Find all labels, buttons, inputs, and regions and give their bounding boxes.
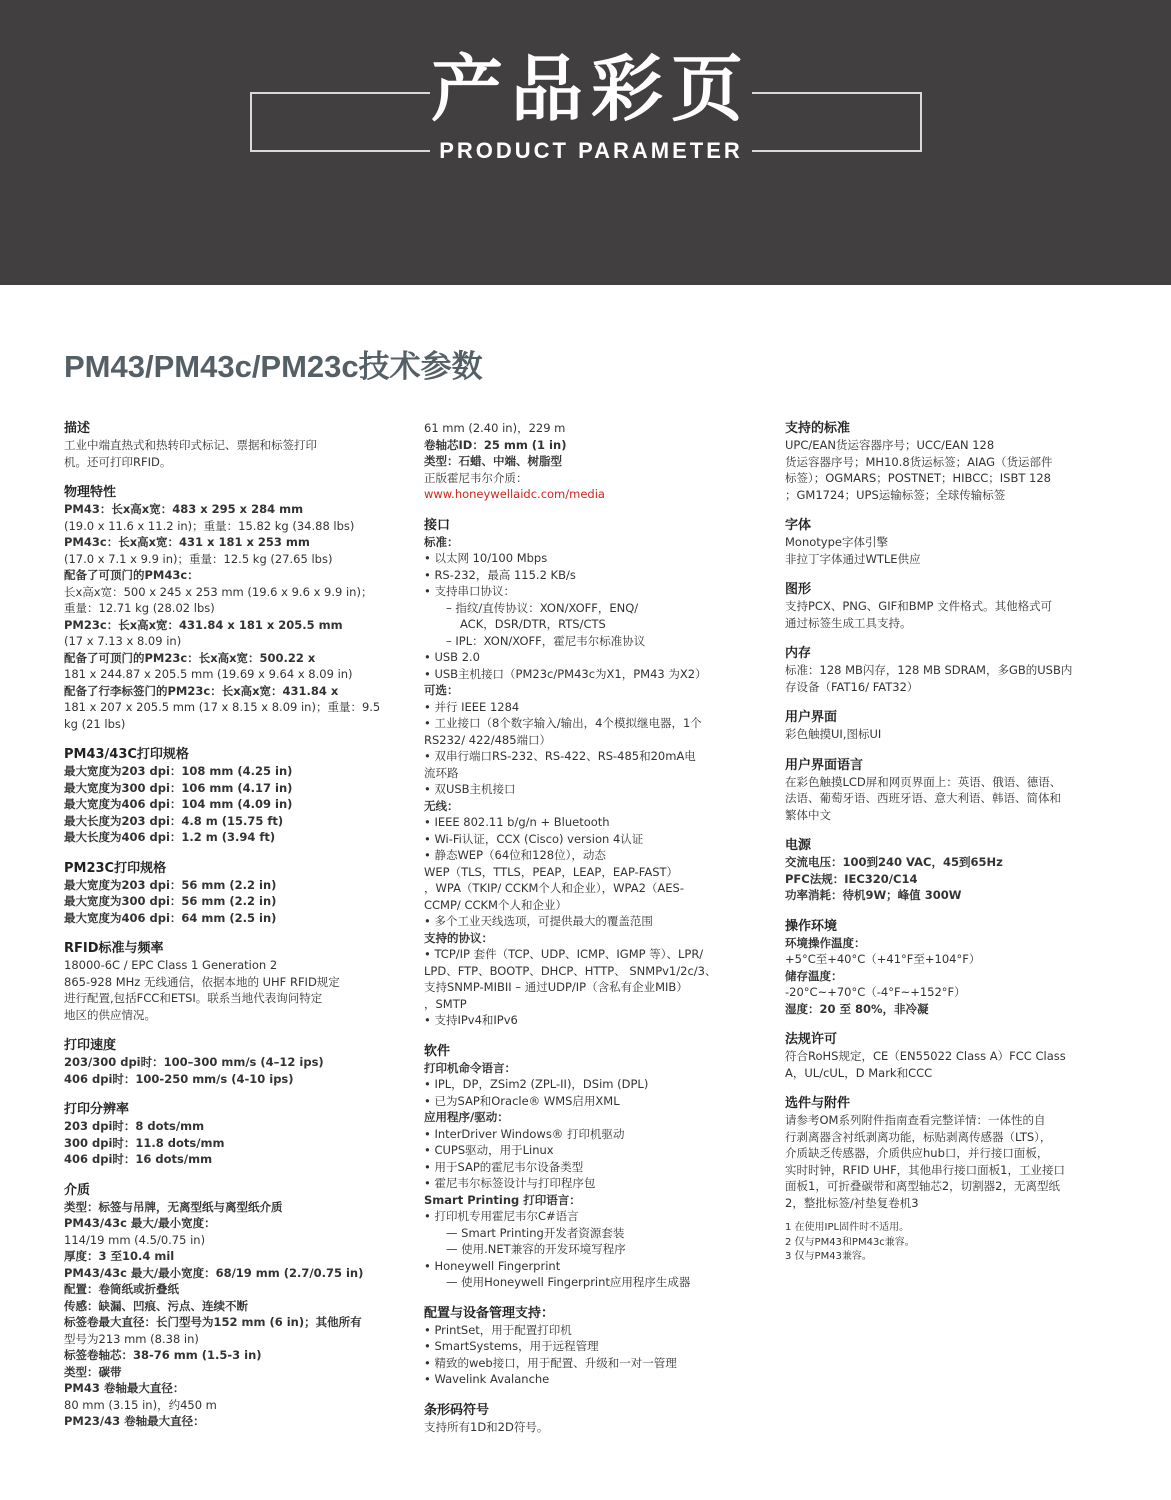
spec-line: 1 在使用IPL固件时不适用。 [785,1222,910,1233]
spec-line: 标签卷轴芯：38-76 mm (1.5-3 in) [64,1348,262,1362]
spec-line: ；GM1724；UPS运输标签；全球传输标签 [785,487,1006,502]
spec-line: 传感：缺漏、凹痕、污点、连续不断 [64,1298,248,1313]
spec-line: 支持SNMP-MIBII – 通过UDP/IP（含私有企业MIB） [424,980,688,994]
spec-line: 繁体中文 [785,807,831,822]
spec-line: 机。还可打印RFID。 [64,454,172,469]
spec-line: PM43/43c 最大/最小宽度：68/19 mm (2.7/0.75 in) [64,1265,364,1280]
spec-line: 行剥离器含衬纸剥离功能，标贴剥离传感器（LTS）， [785,1129,1052,1144]
spec-line: • RS-232，最高 115.2 KB/s [424,567,576,582]
spec-line: 2，整批标签/衬垫复卷机3 [785,1195,919,1210]
page-title: PM43/PM43c/PM23c技术参数 [64,349,483,384]
spec-line: PM43 卷轴最大直径： [64,1381,185,1395]
section-title: 接口 [424,517,451,533]
spec-line: • 双串行端口RS-232、RS-422、RS-485和20mA电 [424,749,696,763]
spec-line: • USB 2.0 [424,650,480,664]
spec-section [785,1095,1115,1211]
spec-line: — 使用Honeywell Fingerprint应用程序生成器 [446,1275,691,1289]
section-title: 软件 [424,1043,451,1059]
spec-section [785,1031,1115,1081]
spec-line: 打印机命令语言： [424,1060,516,1075]
spec-line: WEP（TLS，TTLS，PEAP，LEAP，EAP-FAST） [424,864,679,879]
spec-section [424,1043,754,1291]
spec-line: — Smart Printing开发者资源套装 [446,1225,625,1240]
spec-line: 最大宽度为203 dpi：108 mm (4.25 in) [64,764,293,778]
spec-line: – 指纹/直传协议：XON/XOFF，ENQ/ [446,600,639,615]
spec-line: 厚度：3 至10.4 mil [64,1249,175,1263]
spec-line: – IPL：XON/XOFF，霍尼韦尔标准协议 [446,633,646,648]
spec-line: 配置：卷筒纸或折叠纸 [64,1282,179,1296]
spec-line: • IEEE 802.11 b/g/n + Bluetooth [424,815,610,829]
spec-line: • Honeywell Fingerprint [424,1258,561,1273]
spec-line: PFC法规：IEC320/C14 [785,871,918,886]
spec-line: 203/300 dpi时：100–300 mm/s (4–12 ips) [64,1055,324,1069]
section-title: 图形 [785,582,812,597]
spec-section [785,757,1115,824]
spec-line: 80 mm (3.15 in)，约450 m [64,1397,217,1412]
spec-line: RS232/ 422/485端口） [424,732,552,747]
spec-line: 面板1，可折叠碳带和离型轴芯2，切割器2，无离型纸 [785,1179,1060,1193]
spec-line: 通过标签生成工具支持。 [785,615,912,630]
spec-line: • 静态WEP（64位和128位），动态 [424,848,606,862]
spec-line: 标准：128 MB闪存，128 MB SDRAM，多GB的USB内 [785,663,1073,677]
spec-line: • IPL，DP，ZSim2 (ZPL-II)，DSim (DPL) [424,1077,649,1091]
spec-line: Smart Printing 打印语言： [424,1192,581,1207]
spec-line: 法语、葡萄牙语、西班牙语、意大利语、韩语、简体和 [785,791,1061,805]
spec-line: PM43c：长x高x宽：431 x 181 x 253 mm [64,535,310,549]
spec-line: 无线： [424,798,459,813]
spec-line: • 支持串口协议： [424,584,515,598]
media-link[interactable]: www.honeywellaidc.com/media [424,487,605,501]
section-title: 介质 [64,1182,91,1198]
spec-line: • 用于SAP的霍尼韦尔设备类型 [424,1159,584,1174]
spec-line: 非拉丁字体通过WTLE供应 [785,551,921,566]
spec-line: 货运容器序号；MH10.8货运标签；AIAG（货运部件 [785,454,1053,469]
spec-line: 请参考OM系列附件指南查看完整详情：一体性的自 [785,1113,1046,1127]
section-title: 配置与设备管理支持： [424,1305,555,1321]
section-title: 打印分辨率 [64,1102,130,1117]
section-title: 用户界面语言 [785,757,864,773]
banner-title: 产品彩页 [430,47,751,131]
spec-section [785,420,1115,503]
spec-line: 203 dpi时：8 dots/mm [64,1119,205,1133]
spec-line: • SmartSystems，用于远程管理 [424,1339,599,1353]
spec-line: PM43：长x高x宽：483 x 295 x 284 mm [64,502,304,516]
spec-line: A，UL/cUL，D Mark和CCC [785,1065,933,1080]
spec-line: Monotype字体引擎 [785,535,888,549]
spec-line: 2 仅与PM43和PM43c兼容。 [785,1236,915,1248]
spec-line: 406 dpi时：16 dots/mm [64,1152,213,1166]
spec-section [785,918,1115,1018]
spec-line: CCMP/ CCKM个人和企业） [424,897,567,912]
spec-line: 地区的供应情况。 [64,1007,156,1022]
spec-line: 环境操作温度： [785,935,866,950]
spec-section [785,837,1115,904]
spec-line: 配备了可顶门的PM43c： [64,568,199,582]
spec-line: 支持PCX、PNG、GIF和BMP 文件格式。其他格式可 [785,599,1053,613]
spec-line: 18000-6C / EPC Class 1 Generation 2 [64,958,278,972]
spec-line: • 已为SAP和Oracle® WMS启用XML [424,1093,620,1108]
spec-line: • 并行 IEEE 1284 [424,699,520,714]
spec-line: 标签）；OGMARS；POSTNET；HIBCC；ISBT 128 [785,471,1051,485]
spec-section [64,1037,399,1087]
spec-section [64,1101,399,1168]
spec-section [64,1182,399,1430]
spec-line: 长x高x宽：500 x 245 x 253 mm (19.6 x 9.6 x 9.9 in)； [64,584,373,599]
header-banner [0,0,1171,285]
spec-line: • Wi-Fi认证，CCX (Cisco) version 4认证 [424,831,644,846]
spec-line: ，SMTP [424,996,467,1011]
spec-line: ，WPA（TKIP/ CCKM个人和企业），WPA2（AES- [424,881,684,895]
spec-line: (17.0 x 7.1 x 9.9 in)；重量：12.5 kg (27.65 lbs) [64,551,333,566]
spec-line: 最大长度为406 dpi：1.2 m (3.94 ft) [64,830,276,844]
spec-line: 符合RoHS规定，CE（EN55022 Class A）FCC Class [785,1049,1066,1063]
spec-line: 61 mm (2.40 in)，229 m [424,421,566,435]
spec-section [64,420,399,470]
spec-column-1 [64,420,399,1444]
spec-line: 最大宽度为406 dpi：104 mm (4.09 in) [64,797,293,811]
spec-line: 配备了行李标签门的PM23c：长x高x宽：431.84 x [64,683,339,698]
spec-line: 交流电压：100到240 VAC，45到65Hz [785,855,1003,869]
title-bracket-left [250,92,430,152]
spec-line: 类型：标签与吊牌，无离型纸与离型纸介质 [64,1199,283,1214]
section-title: 内存 [785,646,812,661]
spec-line: • USB主机接口（PM23c/PM43c为X1，PM43 为X2） [424,666,707,681]
spec-section [424,420,754,503]
section-title: PM23C打印规格 [64,860,167,876]
spec-line: 储存温度： [785,968,843,983]
spec-line: 湿度：20 至 80%，非冷凝 [785,1001,929,1016]
spec-line: 114/19 mm (4.5/0.75 in) [64,1232,206,1247]
spec-line: 存设备（FAT16/ FAT32） [785,679,919,694]
spec-line: +5°C至+40°C（+41°F至+104°F） [785,952,981,966]
spec-line: 正版霍尼韦尔介质： [424,470,528,485]
spec-line: 在彩色触摸LCD屏和网页界面上：英语、俄语、德语、 [785,774,1062,789]
spec-line: 最大宽度为203 dpi：56 mm (2.2 in) [64,877,277,892]
section-title: 物理特性 [64,485,117,500]
section-title: 条形码符号 [424,1402,490,1418]
banner-subtitle: PRODUCT PARAMETER [439,138,743,163]
spec-line: 型号为213 mm (8.38 in) [64,1331,199,1346]
section-title: RFID标准与频率 [64,941,164,956]
spec-section [785,645,1115,695]
spec-line: — 使用.NET兼容的开发环境写程序 [446,1242,626,1256]
spec-section [785,517,1115,567]
spec-line: 应用程序/驱动： [424,1110,509,1124]
spec-line: 最大宽度为406 dpi：64 mm (2.5 in) [64,910,277,925]
spec-section [424,1402,754,1436]
spec-line: 进行配置,包括FCC和ETSI。联系当地代表询问特定 [64,991,323,1005]
spec-line: 支持的协议： [424,930,493,945]
section-title: 法规许可 [785,1032,838,1047]
spec-line: 最大宽度为300 dpi：56 mm (2.2 in) [64,894,277,908]
spec-section [64,860,399,927]
spec-line: • InterDriver Windows® 打印机驱动 [424,1126,625,1141]
spec-section [785,709,1115,743]
spec-line: 重量：12.71 kg (28.02 lbs) [64,601,215,615]
spec-line: 类型：碳带 [64,1364,122,1379]
section-title: 电源 [785,838,812,853]
spec-section [785,1221,1115,1265]
section-title: 打印速度 [64,1038,117,1053]
spec-line: 支持所有1D和2D符号。 [424,1419,549,1434]
spec-line: 标签卷最大直径：长门型号为152 mm (6 in)；其他所有 [64,1315,362,1329]
spec-line: • 支持IPv4和IPv6 [424,1013,518,1027]
spec-column-2 [424,420,754,1449]
spec-line: • TCP/IP 套件（TCP、UDP、ICMP、IGMP 等）、LPR/ [424,947,704,961]
section-title: PM43/43C打印规格 [64,747,189,762]
spec-line: 300 dpi时：11.8 dots/mm [64,1135,225,1150]
spec-line: • CUPS驱动，用于Linux [424,1143,554,1157]
section-title: 字体 [785,518,812,533]
spec-line: 标准： [424,534,459,549]
spec-line: (17 x 7.13 x 8.09 in) [64,634,182,648]
spec-line: 181 x 244.87 x 205.5 mm (19.69 x 9.64 x 8.09 in) [64,667,353,681]
spec-line: 最大宽度为300 dpi：106 mm (4.17 in) [64,780,293,795]
section-title: 支持的标准 [785,421,851,436]
spec-line: • 霍尼韦尔标签设计与打印程序包 [424,1176,596,1190]
spec-line: • 精致的web接口，用于配置、升级和一对一管理 [424,1355,677,1370]
spec-line: • 多个工业天线选项，可提供最大的覆盖范围 [424,914,653,928]
spec-line: 卷轴芯ID：25 mm (1 in) [424,437,567,452]
spec-line: • 打印机专用霍尼韦尔C#语言 [424,1209,579,1223]
spec-line: 最大长度为203 dpi：4.8 m (15.75 ft) [64,813,284,828]
spec-line: • 双USB主机接口 [424,782,516,796]
section-title: 选件与附件 [785,1096,851,1111]
spec-section [64,746,399,846]
spec-line: • 以太网 10/100 Mbps [424,551,548,565]
spec-line: 181 x 207 x 205.5 mm (17 x 8.15 x 8.09 in)；重量：9.5 [64,700,381,714]
spec-line: PM43/43c 最大/最小宽度： [64,1216,216,1230]
spec-line: 865-928 MHz 无线通信，依据本地的 UHF RFID规定 [64,974,340,989]
spec-line: LPD、FTP、BOOTP、DHCP、HTTP、 SNMPv1/2c/3、 [424,963,717,978]
spec-line: 配备了可顶门的PM23c：长x高x宽：500.22 x [64,650,316,665]
spec-line: 类型：石蜡、中端、树脂型 [424,454,562,468]
spec-section [64,484,399,732]
spec-line: PM23/43 卷轴最大直径： [64,1414,205,1428]
spec-line: PM23c：长x高x宽：431.84 x 181 x 205.5 mm [64,617,343,632]
spec-line: 可选： [424,683,459,697]
spec-line: 彩色触摸UI,图标UI [785,727,882,741]
spec-line: 功率消耗：待机9W；峰值 300W [785,888,962,902]
section-title: 描述 [64,421,91,436]
title-bracket-right [752,92,922,152]
spec-column-3 [785,420,1115,1279]
spec-line: kg (21 lbs) [64,716,126,731]
spec-line: 工业中端直热式和热转印式标记、票据和标签打印 [64,438,317,452]
spec-line: • Wavelink Avalanche [424,1372,550,1386]
section-title: 操作环境 [785,918,838,934]
spec-line: -20°C~+70°C（-4°F~+152°F） [785,985,966,999]
spec-line: (19.0 x 11.6 x 11.2 in)；重量：15.82 kg (34.88 lbs) [64,518,355,533]
spec-section [785,581,1115,631]
spec-line: 3 仅与PM43兼容。 [785,1251,872,1262]
spec-line: 流环路 [424,765,459,780]
spec-section [424,517,754,1029]
spec-line: 实时时钟，RFID UHF，其他串行接口面板1，工业接口 [785,1162,1066,1177]
spec-line: • 工业接口（8个数字输入/输出，4个模拟继电器，1个 [424,716,702,730]
section-title: 用户界面 [785,710,838,725]
spec-section [64,940,399,1023]
spec-line: ACK，DSR/DTR，RTS/CTS [460,617,606,631]
spec-line: 介质缺乏传感器，介质供应hub口，并行接口面板， [785,1146,1049,1160]
spec-line: • PrintSet，用于配置打印机 [424,1322,572,1337]
spec-section [424,1305,754,1388]
spec-line: 406 dpi时：100-250 mm/s (4-10 ips) [64,1071,294,1086]
spec-line: UPC/EAN货运容器序号；UCC/EAN 128 [785,438,995,452]
